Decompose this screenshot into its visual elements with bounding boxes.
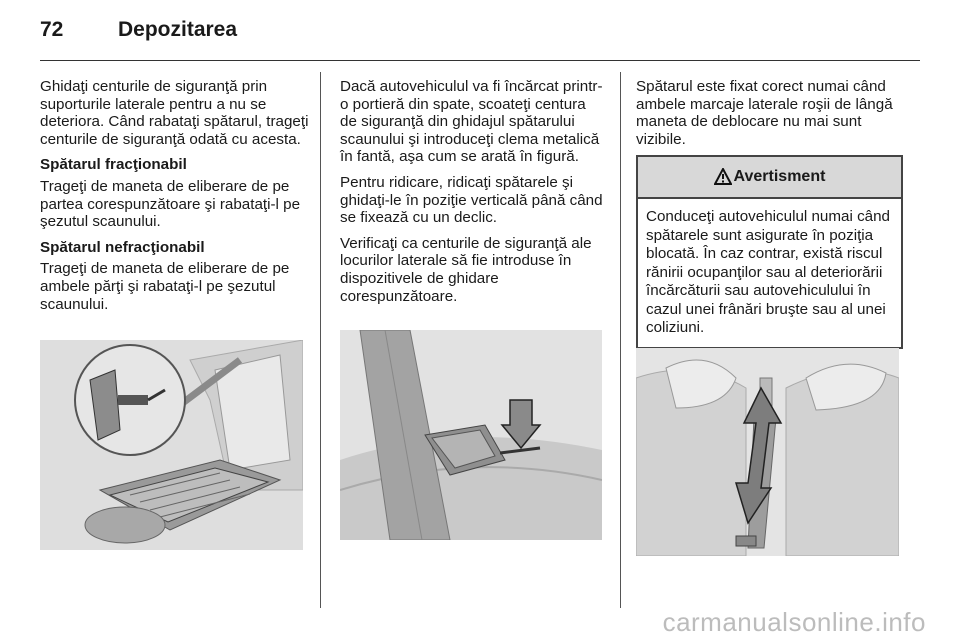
paragraph: Spătarul este fixat corect numai când ambele marcaje laterale roşii de lângă maneta de deblocare nu mai sunt vizibile.: [636, 78, 893, 148]
column-1: [40, 78, 312, 321]
figure-seatback-markers: [636, 348, 899, 556]
column-3: [636, 78, 904, 156]
header-rule: [40, 60, 920, 61]
column-divider: [620, 72, 621, 608]
figure-belt-clip: [340, 330, 602, 540]
paragraph: Pentru ridicare, ridicaţi spătarele şi ghidaţi-le în poziţie verticală până când se fixează cu un declic.: [340, 173, 603, 227]
warning-box: [636, 155, 903, 349]
subheading: Spătarul nefracţionabil: [40, 238, 205, 256]
paragraph: Trageţi de maneta de eliberare de pe ambele părţi şi rabataţi-l pe şezutul scaunului.: [40, 260, 290, 313]
warning-header: [638, 157, 901, 199]
paragraph: Ghidaţi centurile de siguranţă prin suporturile laterale pentru a nu se deteriora. Când rabataţi spătarul, trageţi centurile de siguranţă odată cu acesta.: [40, 78, 309, 148]
page-number: 72: [40, 18, 64, 41]
column-divider: [320, 72, 321, 608]
page-header: [40, 18, 920, 48]
subheading: Spătarul fracţionabil: [40, 156, 187, 174]
watermark: carmanualsonline.info: [662, 607, 926, 637]
page-title: Depozitarea: [118, 18, 238, 41]
warning-triangle-icon: [714, 168, 732, 186]
warning-title: Avertisment: [733, 168, 826, 185]
warning-text: Conduceţi autovehiculul numai când spătarele sunt asigurate în poziţia blocată. În caz contrar, există riscul rănirii ocupanţilor sau al deteriorării încărcăturii sau autovehiculului în cazul unei frânări bruşte sau al unei coliziuni.: [646, 208, 891, 336]
figure-folded-seat: [40, 340, 303, 550]
paragraph: Verificaţi ca centurile de siguranţă ale locurilor laterale să fie introduse în dispozitivele de ghidare corespunzătoare.: [340, 234, 592, 305]
paragraph: Trageţi de maneta de eliberare de pe partea corespunzătoare şi rabataţi-l pe şezutul scaunului.: [40, 177, 301, 231]
paragraph: Dacă autovehiculul va fi încărcat printr-o portieră din spate, scoateţi centura de siguranţă din ghidajul spătarului scaunului şi introduceţi clema metalică în fantă, aşa cum se arată în figură.: [340, 78, 603, 166]
column-2: [340, 78, 605, 313]
